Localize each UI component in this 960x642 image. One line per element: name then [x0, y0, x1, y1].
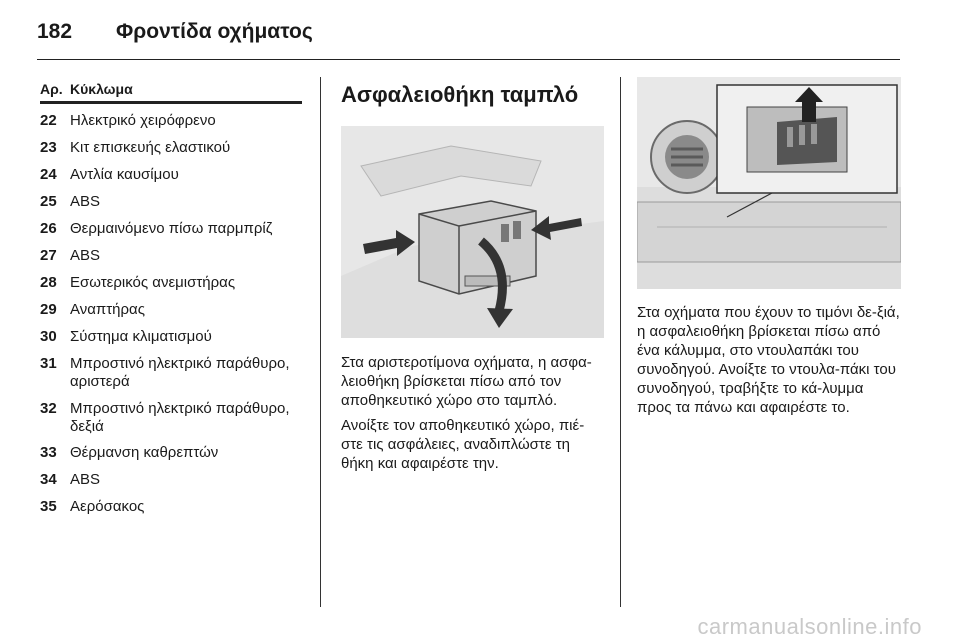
table-body — [40, 112, 302, 516]
page-header — [37, 14, 313, 50]
paragraph-lhd-instructions: Ανοίξτε τον αποθηκευτικό χώρο, πιέ-στε τις ασφάλειες, αναδιπλώστε τη θήκη και αφαιρέστε την. — [341, 417, 585, 472]
fuse-number: 29 — [40, 301, 57, 318]
middle-column — [341, 82, 606, 473]
circuit-name: Θερμαινόμενο πίσω παρμπρίζ — [70, 220, 273, 237]
col-number-header: Αρ. — [40, 81, 63, 97]
fuse-table — [40, 81, 302, 516]
paragraph-rhd-instructions: Στα οχήματα που έχουν το τιμόνι δε-ξιά, η ασφαλειοθήκη βρίσκεται πίσω από ένα κάλυμμα, στο ντουλαπάκι του συνοδηγού. Ανοίξτε το ντουλα-πάκι του συνοδηγού, τραβήξτε το κά-λυμμα προς τα πάνω και αφαιρέστε το. — [637, 304, 900, 416]
fuse-box-illustration-rhd — [637, 77, 901, 289]
fuse-number: 28 — [40, 274, 57, 291]
table-row — [40, 355, 302, 391]
table-row — [40, 301, 302, 319]
table-row — [40, 471, 302, 489]
fuse-number: 24 — [40, 166, 57, 183]
fuse-number: 27 — [40, 247, 57, 264]
fuse-number: 33 — [40, 444, 57, 461]
circuit-name: Σύστημα κλιματισμού — [70, 328, 212, 345]
fuse-number: 32 — [40, 400, 57, 417]
fuse-number: 31 — [40, 355, 57, 372]
table-row — [40, 400, 302, 436]
table-row — [40, 444, 302, 462]
column-divider-left — [320, 77, 321, 607]
circuit-name: Μπροστινό ηλεκτρικό παράθυρο, αριστερά — [70, 355, 290, 390]
column-divider-right — [620, 77, 621, 607]
fuse-number: 34 — [40, 471, 57, 488]
paragraph-lhd-location: Στα αριστεροτίμονα οχήματα, η ασφα-λειοθήκη βρίσκεται πίσω από τον αποθηκευτικό χώρο στο ταμπλό. — [341, 354, 592, 409]
table-row — [40, 220, 302, 238]
watermark: carmanualsonline.info — [697, 614, 922, 639]
circuit-name: Αναπτήρας — [70, 301, 145, 318]
fuse-number: 26 — [40, 220, 57, 237]
right-column — [637, 77, 901, 417]
table-row — [40, 139, 302, 157]
table-row — [40, 498, 302, 516]
table-header — [40, 81, 302, 104]
circuit-name: Αντλία καυσίμου — [70, 166, 179, 183]
table-row — [40, 112, 302, 130]
circuit-name: Κιτ επισκευής ελαστικού — [70, 139, 231, 156]
table-row — [40, 274, 302, 292]
page-title: Φροντίδα οχήματος — [116, 20, 313, 43]
page-number: 182 — [37, 20, 73, 43]
circuit-name: Θέρμανση καθρεπτών — [70, 444, 219, 461]
table-row — [40, 166, 302, 184]
table-row — [40, 193, 302, 211]
table-row — [40, 328, 302, 346]
fuse-number: 35 — [40, 498, 57, 515]
circuit-name: Εσωτερικός ανεμιστήρας — [70, 274, 236, 291]
fuse-number: 22 — [40, 112, 57, 129]
circuit-name: Μπροστινό ηλεκτρικό παράθυρο, δεξιά — [70, 400, 290, 435]
circuit-name: Ηλεκτρικό χειρόφρενο — [70, 112, 216, 129]
circuit-name: Αερόσακος — [70, 498, 145, 515]
circuit-name: ABS — [70, 471, 101, 488]
section-title: Ασφαλειοθήκη ταμπλό — [341, 82, 579, 107]
fuse-number: 23 — [40, 139, 57, 156]
fuse-number: 30 — [40, 328, 57, 345]
col-circuit-header: Κύκλωμα — [70, 81, 133, 97]
header-divider — [37, 59, 900, 60]
circuit-name: ABS — [70, 193, 101, 210]
fuse-box-illustration-lhd — [341, 126, 604, 338]
table-row — [40, 247, 302, 265]
circuit-name: ABS — [70, 247, 101, 264]
fuse-number: 25 — [40, 193, 57, 210]
